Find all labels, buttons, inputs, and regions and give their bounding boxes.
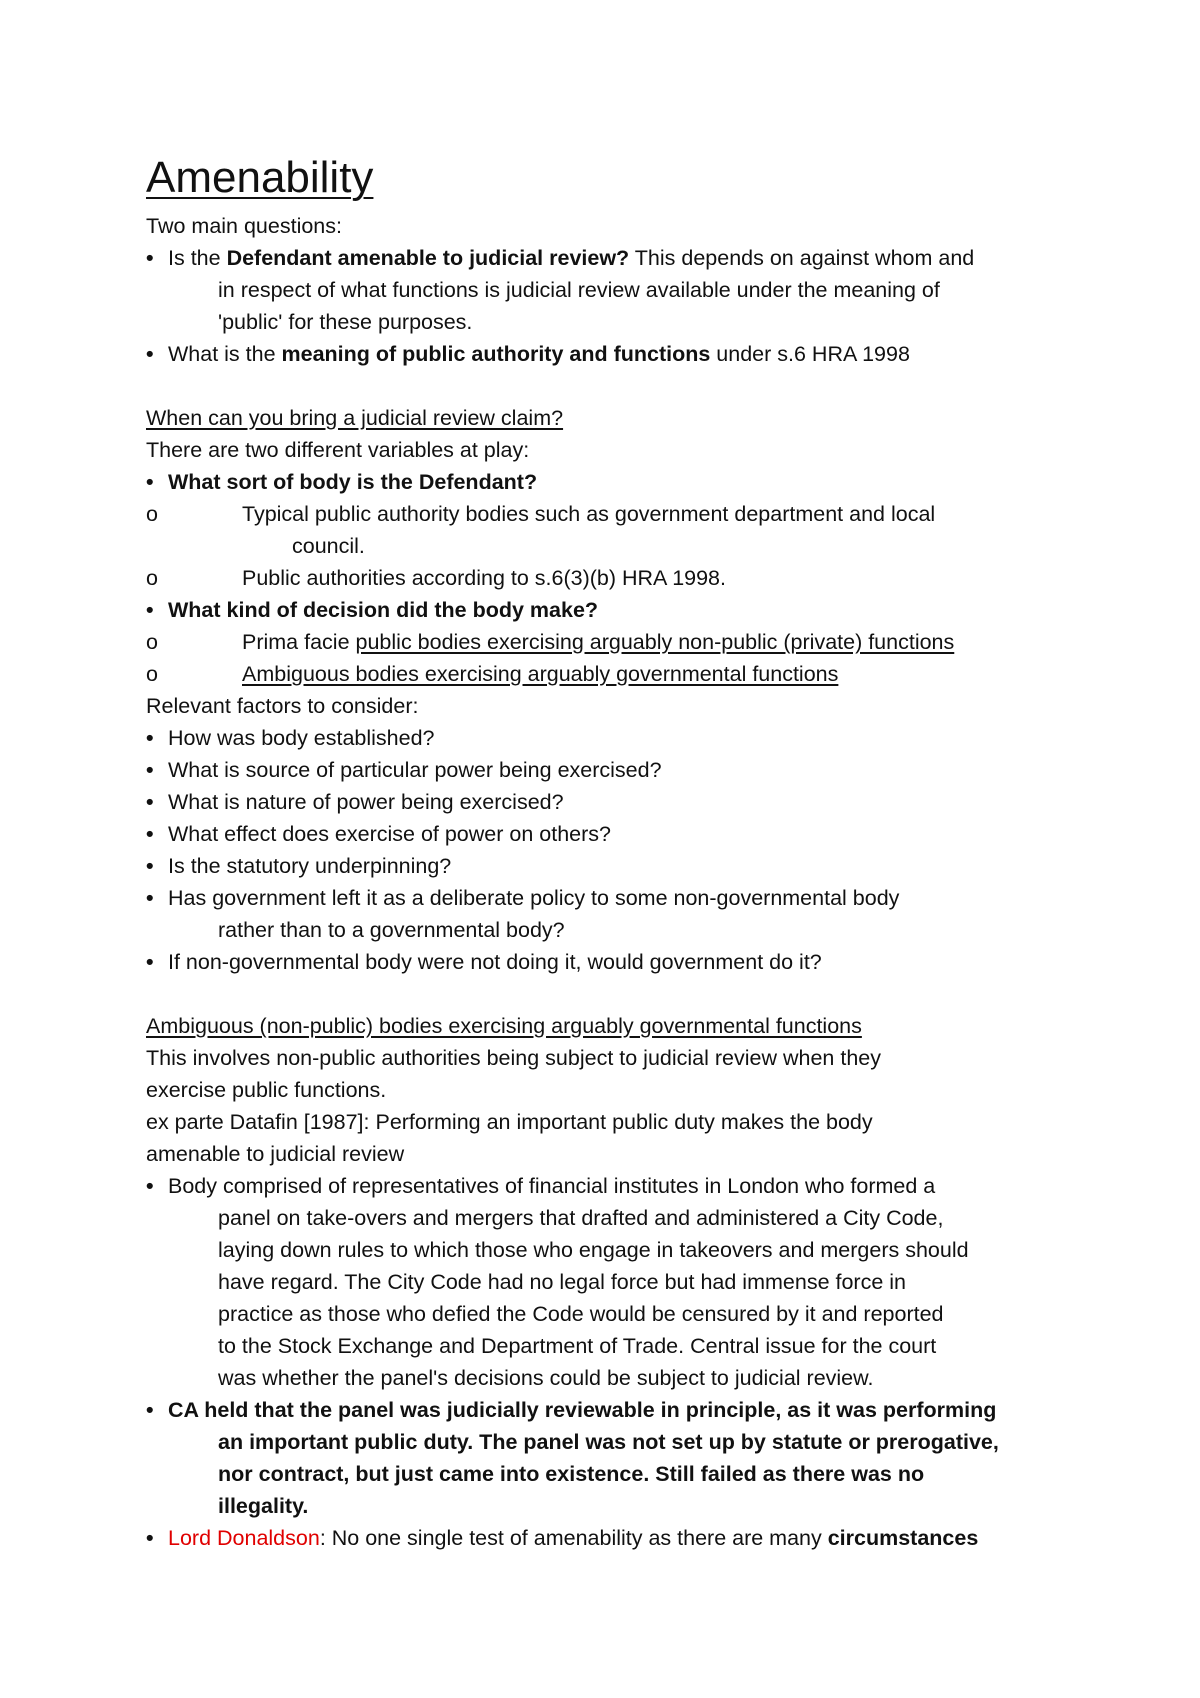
- factor-item: • If non-governmental body were not doing it, would government do it?: [146, 946, 822, 978]
- factors-intro: Relevant factors to consider:: [146, 694, 419, 718]
- ca-held-cont: an important public duty. The panel was not set up by statute or prerogative,: [218, 1430, 999, 1454]
- circle-bullet: o: [146, 566, 158, 590]
- datafin-bullet-cont: laying down rules to which those who engage in takeovers and mergers should: [218, 1238, 969, 1262]
- datafin-bullet-cont: have regard. The City Code had no legal force but had immense force in: [218, 1270, 906, 1294]
- question-2: • What is the meaning of public authority and functions under s.6 HRA 1998: [146, 338, 910, 370]
- page-title: Amenability: [146, 153, 374, 202]
- factor-item: • What is source of particular power being exercised?: [146, 754, 662, 786]
- circle-bullet: o: [146, 502, 158, 526]
- paragraph-line: exercise public functions.: [146, 1078, 387, 1102]
- datafin-bullet-cont: to the Stock Exchange and Department of Trade. Central issue for the court: [218, 1334, 937, 1358]
- variable-2: • What kind of decision did the body make?: [146, 594, 598, 626]
- variable-1-sub-1-cont: council.: [292, 534, 365, 558]
- variable-2-sub-1: Prima facie public bodies exercising arguably non-public (private) functions: [242, 630, 955, 654]
- section-heading-claim: When can you bring a judicial review claim?: [146, 406, 564, 430]
- question-1-cont: 'public' for these purposes.: [218, 310, 473, 334]
- circle-bullet: o: [146, 662, 158, 686]
- link-private-functions[interactable]: public bodies exercising arguably non-public (private) functions: [355, 630, 955, 654]
- variable-1-sub-1: Typical public authority bodies such as government department and local: [242, 502, 936, 526]
- question-1-cont: in respect of what functions is judicial review available under the meaning of: [218, 278, 940, 302]
- datafin-bullet-cont: practice as those who defied the Code would be censured by it and reported: [218, 1302, 944, 1326]
- question-1: • Is the Defendant amenable to judicial review? This depends on against whom and: [146, 242, 974, 274]
- factor-item: • Has government left it as a deliberate policy to some non-governmental body: [146, 882, 899, 914]
- variable-1-sub-2: Public authorities according to s.6(3)(b) HRA 1998.: [242, 566, 726, 590]
- factor-item: • How was body established?: [146, 722, 435, 754]
- circle-bullet: o: [146, 630, 158, 654]
- ca-held-cont: illegality.: [218, 1494, 309, 1518]
- case-line: ex parte Datafin [1987]: Performing an important public duty makes the body: [146, 1110, 873, 1134]
- variable-1: • What sort of body is the Defendant?: [146, 466, 537, 498]
- datafin-bullet-cont: panel on take-overs and mergers that drafted and administered a City Code,: [218, 1206, 944, 1230]
- factor-item: • What is nature of power being exercised?: [146, 786, 564, 818]
- paragraph-line: This involves non-public authorities being subject to judicial review when they: [146, 1046, 881, 1070]
- section-intro: There are two different variables at play:: [146, 438, 530, 462]
- ca-held-bullet: • CA held that the panel was judicially reviewable in principle, as it was performing: [146, 1394, 996, 1426]
- factor-item: • Is the statutory underpinning?: [146, 850, 451, 882]
- case-line: amenable to judicial review: [146, 1142, 405, 1166]
- datafin-bullet: • Body comprised of representatives of financial institutes in London who formed a: [146, 1170, 935, 1202]
- datafin-bullet-cont: was whether the panel's decisions could be subject to judicial review.: [218, 1366, 874, 1390]
- ca-held-cont: nor contract, but just came into existence. Still failed as there was no: [218, 1462, 925, 1486]
- factor-item: • What effect does exercise of power on others?: [146, 818, 611, 850]
- factor-item-cont: rather than to a governmental body?: [218, 918, 565, 942]
- link-governmental-functions[interactable]: Ambiguous bodies exercising arguably governmental functions: [242, 662, 839, 686]
- section-heading-ambiguous: Ambiguous (non-public) bodies exercising arguably governmental functions: [146, 1014, 862, 1038]
- donaldson-bullet: • Lord Donaldson: No one single test of amenability as there are many circumstances: [146, 1522, 978, 1554]
- intro-text: Two main questions:: [146, 214, 342, 238]
- judge-name: Lord Donaldson: [168, 1526, 320, 1550]
